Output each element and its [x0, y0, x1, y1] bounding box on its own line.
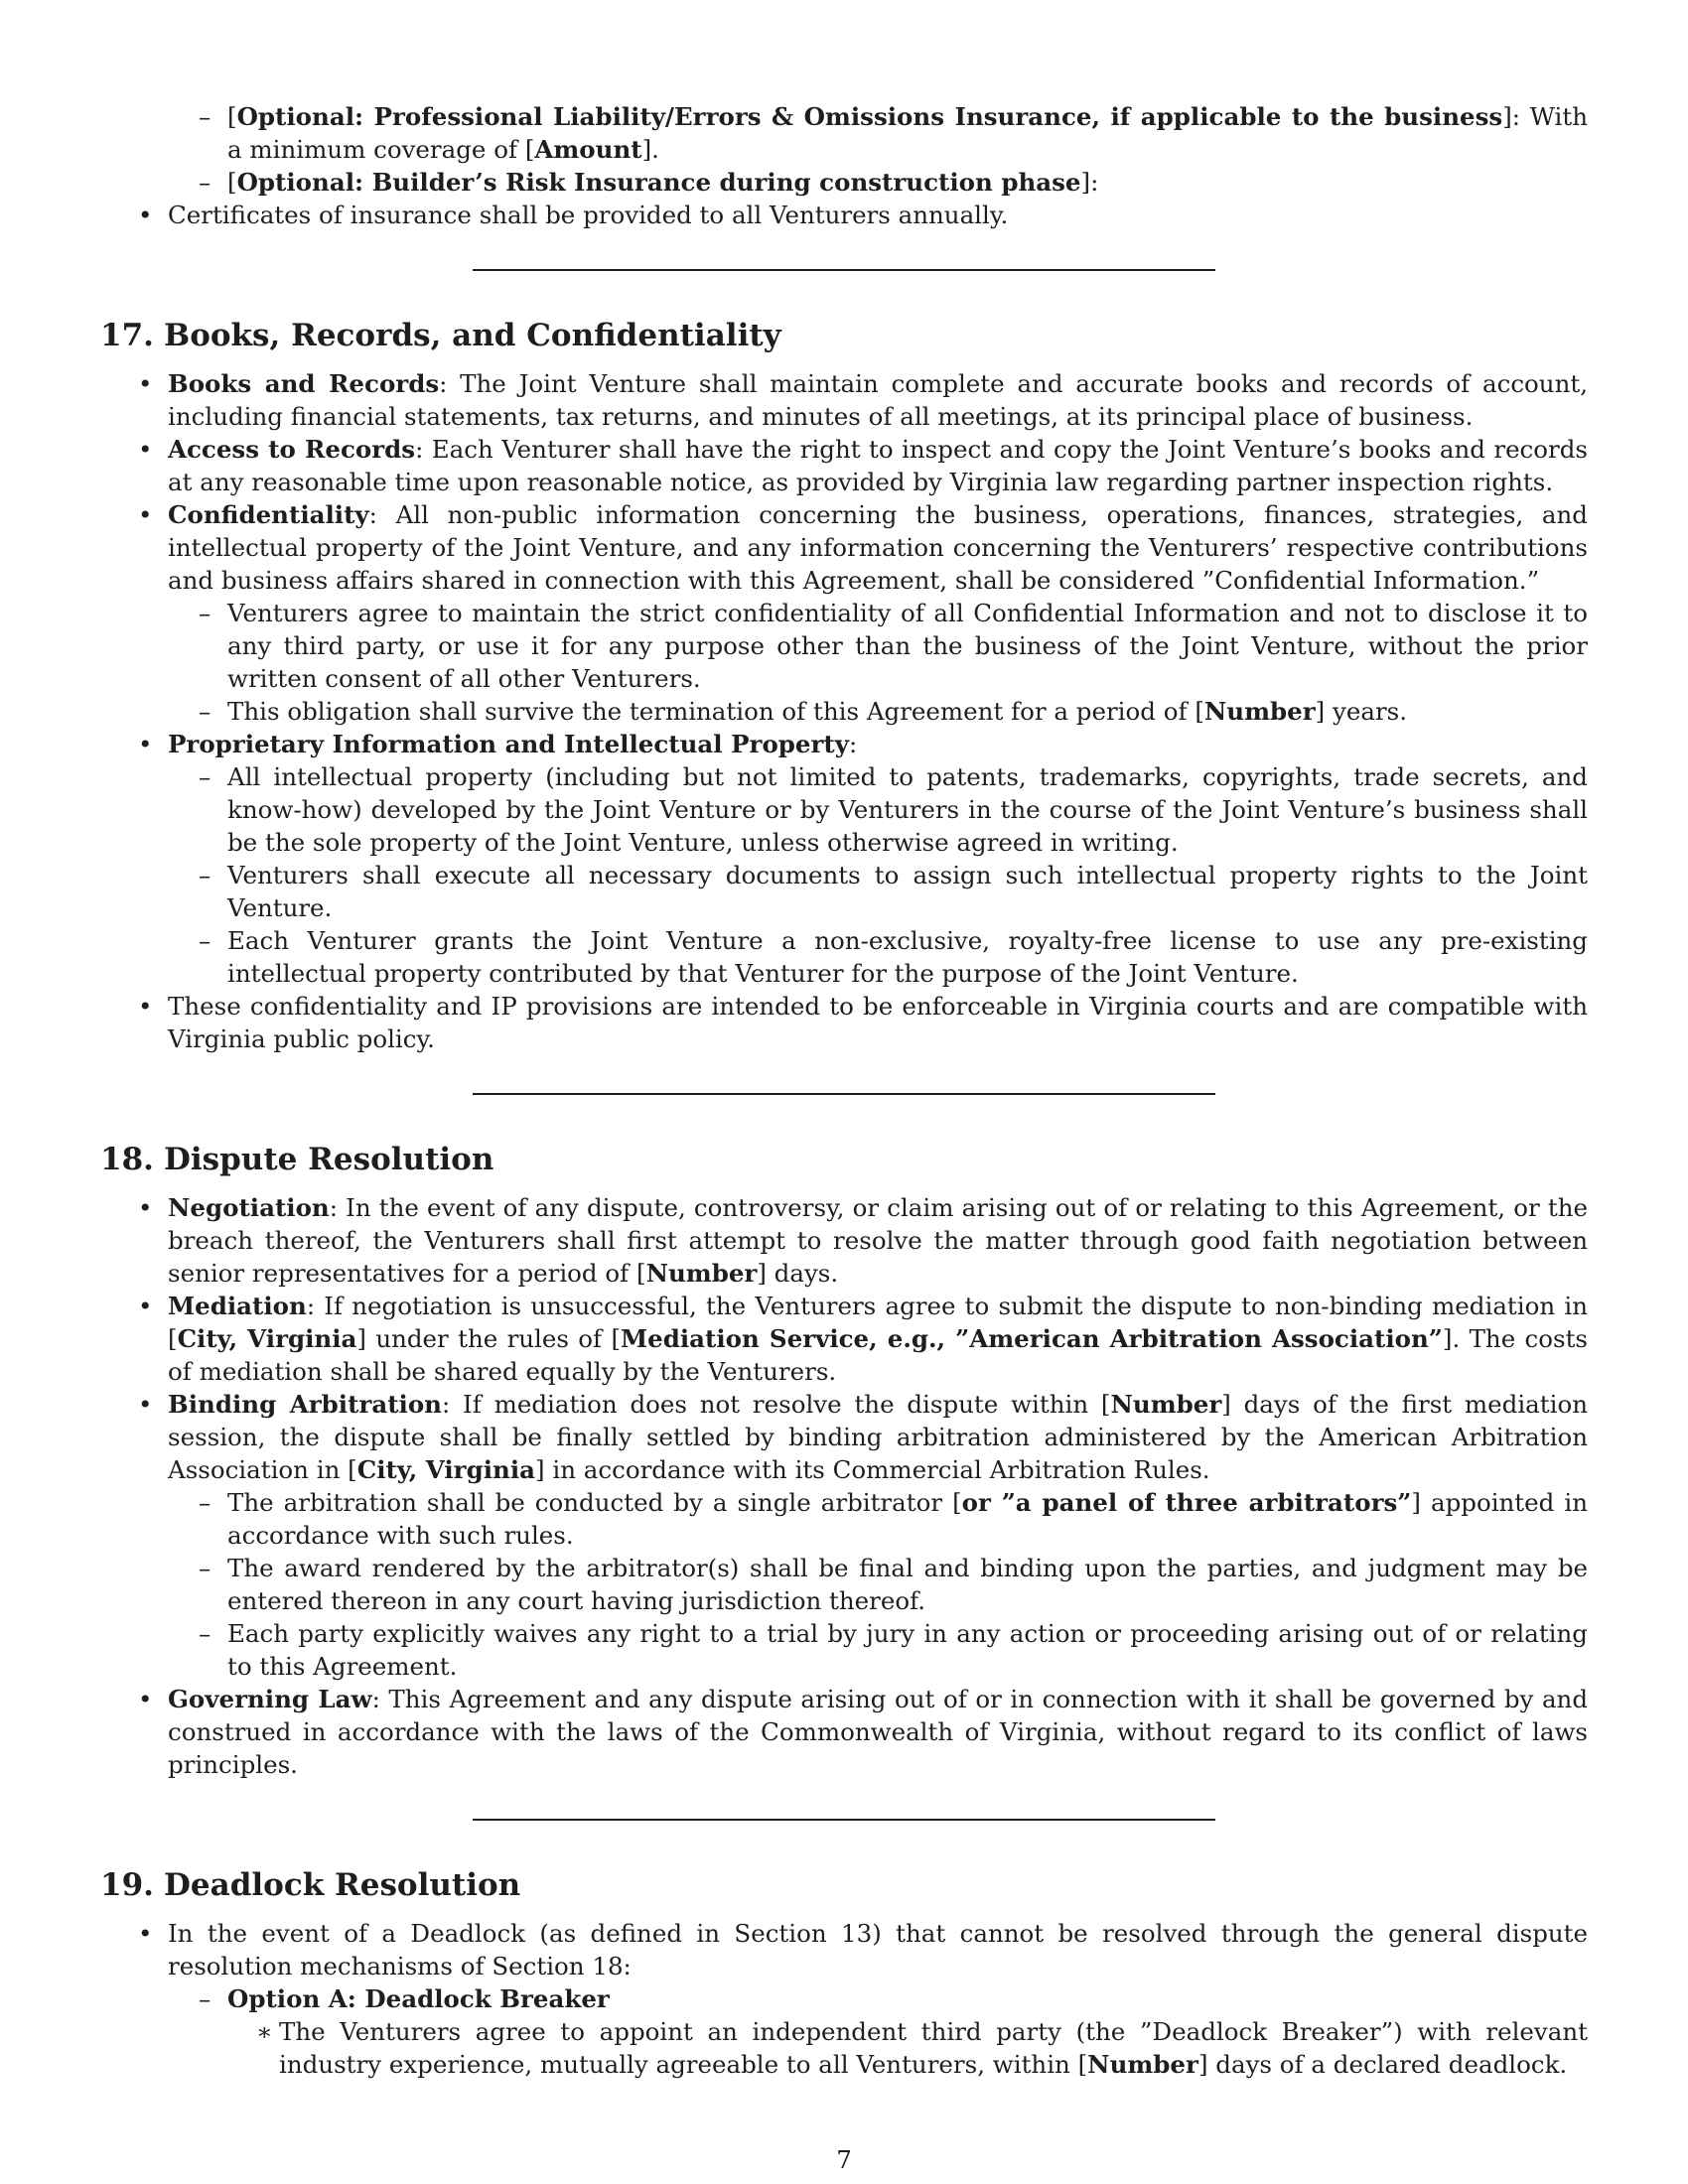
- list-item: • Binding Arbitration: If mediation does not resolve the dispute within [Number] days of the first mediation session, the dispute shall be finally settled by binding arbitration administered by the American Arbitration Association in [City, Virginia] in accordance with its Commercial Arbitration Rules.: [138, 1390, 1588, 1484]
- list-item: – All intellectual property (including but not limited to patents, trademarks, copyrights, trade secrets, and know-how) developed by the Joint Venture or by Venturers in the course of the Joint Venture’s business shall be the sole property of the Joint Venture, unless otherwise agreed in writing.: [199, 762, 1588, 857]
- list-item: – [Optional: Builder’s Risk Insurance during construction phase]:: [199, 168, 1099, 197]
- list-item: – Venturers agree to maintain the strict confidentiality of all Confidential Information and not to disclose it to any third party, or use it for any purpose other than the business of the Joint Venture, without the prior written consent of all other Venturers.: [199, 599, 1588, 693]
- section-divider: [473, 1093, 1215, 1095]
- list-item: • Books and Records: The Joint Venture shall maintain complete and accurate books and records of account, including financial statements, tax returns, and minutes of all meetings, at its principal place of business.: [138, 369, 1588, 431]
- list-item: – The award rendered by the arbitrator(s) shall be final and binding upon the parties, and judgment may be entered thereon in any court having jurisdiction thereof.: [199, 1554, 1588, 1615]
- list-item: • Access to Records: Each Venturer shall have the right to inspect and copy the Joint Venture’s books and records at any reasonable time upon reasonable notice, as provided by Virginia law regarding partner inspection rights.: [138, 435, 1589, 496]
- list-item: • In the event of a Deadlock (as defined in Section 13) that cannot be resolved through the general dispute resolution mechanisms of Section 18:: [138, 1919, 1588, 1980]
- list-item: • Mediation: If negotiation is unsuccessful, the Venturers agree to submit the dispute to non-binding mediation in [City, Virginia] under the rules of [Mediation Service, e.g., ”American Arbitration Association”]. The costs of mediation shall be shared equally by the Venturers.: [138, 1292, 1588, 1386]
- insurance-list-continued: [100, 100, 1588, 231]
- list-item: • Certificates of insurance shall be provided to all Venturers annually.: [138, 201, 1009, 229]
- section-heading-19: 19. Deadlock Resolution: [100, 1867, 521, 1903]
- section-divider: [473, 269, 1215, 271]
- list-item: ∗ The Venturers agree to appoint an independent third party (the ”Deadlock Breaker”) with relevant industry experience, mutually agreeable to all Venturers, within [Number] days of a declared deadlock.: [256, 2017, 1588, 2079]
- list-item: – Venturers shall execute all necessary documents to assign such intellectual property rights to the Joint Venture.: [199, 861, 1588, 922]
- list-item: • Confidentiality: All non-public information concerning the business, operations, finances, strategies, and intellectual property of the Joint Venture, and any information concerning the Venturers’ respective contributions and business affairs shared in connection with this Agreement, shall be considered ”Confidential Information.”: [138, 500, 1588, 595]
- section-divider: [473, 1819, 1215, 1821]
- list-item: – Each Venturer grants the Joint Venture a non-exclusive, royalty-free license to use any pre-existing intellectual property contributed by that Venturer for the purpose of the Joint Venture.: [199, 926, 1588, 988]
- list-item: – [Optional: Professional Liability/Errors & Omissions Insurance, if applicable to the business]: With a minimum coverage of [Amount].: [199, 102, 1588, 164]
- list-item: • These confidentiality and IP provisions are intended to be enforceable in Virginia courts and are compatible with Virginia public policy.: [138, 992, 1588, 1053]
- page-content: [100, 100, 1588, 2081]
- bold-term: Optional: Builder’s Risk Insurance during construction phase: [236, 168, 1081, 197]
- list-item: – Option A: Deadlock Breaker: [199, 1984, 610, 2013]
- list-item: • Negotiation: In the event of any dispute, controversy, or claim arising out of or relating to this Agreement, or the breach thereof, the Venturers shall first attempt to resolve the matter through good faith negotiation between senior representatives for a period of [Number] days.: [138, 1193, 1588, 1288]
- list-item: – The arbitration shall be conducted by a single arbitrator [or ”a panel of three arbitrators”] appointed in accordance with such rules.: [199, 1488, 1588, 1550]
- section-heading-17: 17. Books, Records, and Confidentiality: [100, 318, 781, 353]
- section-17-list: [100, 367, 1588, 1055]
- bold-term: Optional: Professional Liability/Errors & Omissions Insurance, if applicable to the business: [236, 102, 1503, 131]
- list-item: – Each party explicitly waives any right to a trial by jury in any action or proceeding arising out of or relating to this Agreement.: [199, 1619, 1588, 1681]
- list-item: – This obligation shall survive the termination of this Agreement for a period of [Number] years.: [199, 697, 1408, 726]
- list-item: • Proprietary Information and Intellectual Property:: [138, 730, 858, 758]
- section-19-list: [100, 1917, 1588, 2081]
- section-18-list: [100, 1191, 1588, 1781]
- list-item: • Governing Law: This Agreement and any dispute arising out of or in connection with it shall be governed by and construed in accordance with the laws of the Commonwealth of Virginia, without regard to its conflict of laws principles.: [138, 1685, 1589, 1779]
- section-heading-18: 18. Dispute Resolution: [100, 1142, 494, 1177]
- page-number: 7: [836, 2145, 852, 2174]
